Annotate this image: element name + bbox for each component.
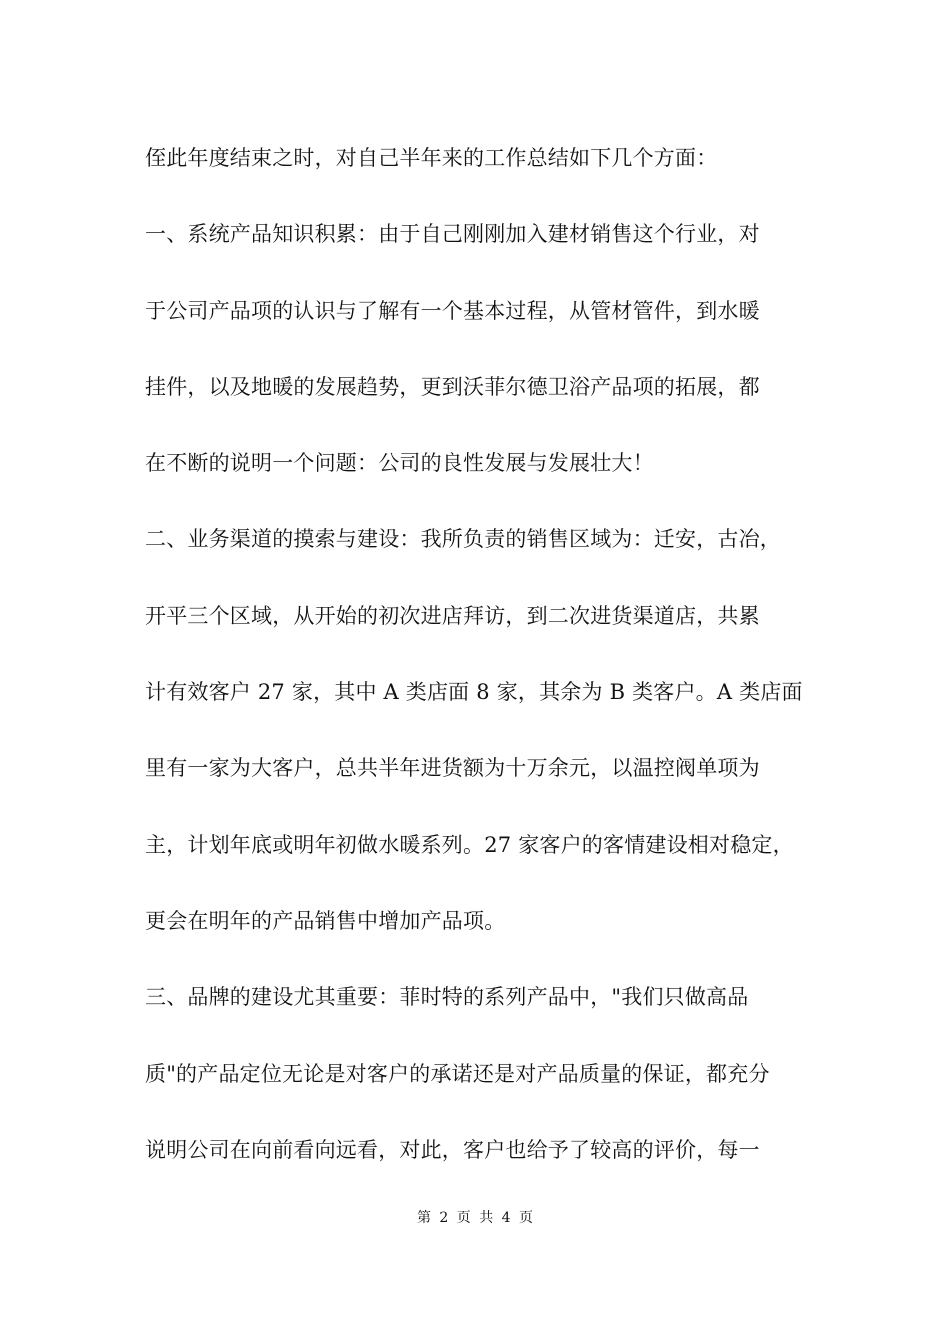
text-line: 开平三个区域，从开始的初次进店拜访，到二次进货渠道店，共累: [145, 603, 760, 628]
text-line: 计有效客户 27 家，其中 A 类店面 8 家，其余为 B 类客户。A 类店面: [145, 680, 803, 705]
text-line: 在不断的说明一个问题：公司的良性发展与发展壮大！: [145, 451, 654, 476]
text-line: 说明公司在向前看向远看，对此，客户也给予了较高的评价，每一: [145, 1137, 760, 1162]
text-line: 三、品牌的建设尤其重要：菲时特的系列产品中，"我们只做高品: [145, 985, 749, 1010]
text-line: 主，计划年底或明年初做水暖系列。27 家客户的客情建设相对稳定，: [145, 832, 794, 857]
text-line: 二、业务渠道的摸索与建设：我所负责的销售区域为：迁安，古冶，: [145, 527, 781, 552]
text-line: 于公司产品项的认识与了解有一个基本过程，从管材管件，到水暖: [145, 298, 760, 323]
text-line: 里有一家为大客户，总共半年进货额为十万余元，以温控阀单项为: [145, 756, 760, 781]
text-line: 挂件，以及地暖的发展趋势，更到沃菲尔德卫浴产品项的拓展，都: [145, 374, 760, 399]
text-line: 更会在明年的产品销售中增加产品项。: [145, 908, 506, 933]
text-line: 一、系统产品知识积累：由于自己刚刚加入建材销售这个行业，对: [145, 222, 760, 247]
text-line: 侄此年度结束之时，对自己半年来的工作总结如下几个方面：: [145, 146, 718, 170]
body-text: [145, 134, 835, 1202]
text-line: 质"的产品定位无论是对客户的承诺还是对产品质量的保证，都充分: [145, 1061, 770, 1086]
page-number-footer: 第 2 页 共 4 页: [416, 1210, 534, 1226]
